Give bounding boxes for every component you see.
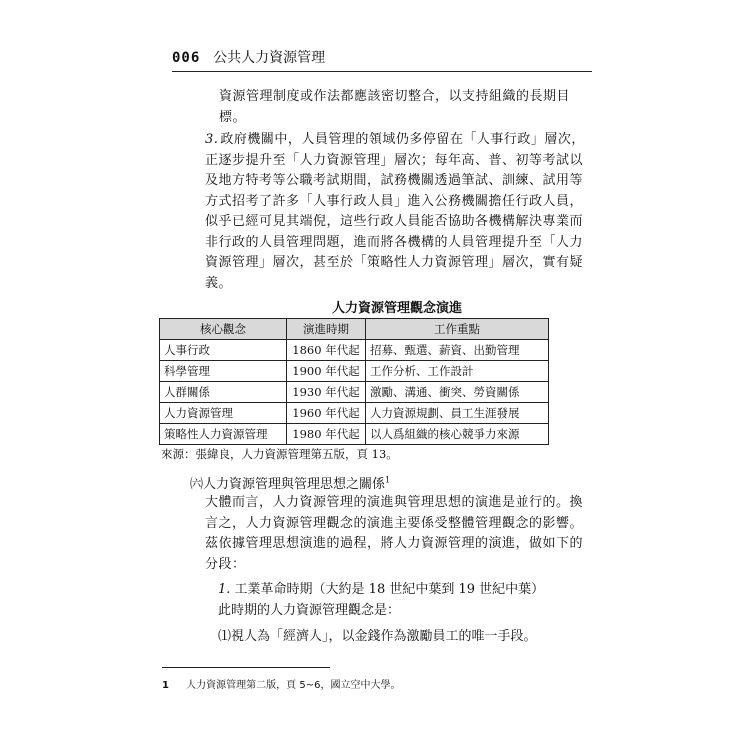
table-cell: 人力資源管理 <box>160 403 287 424</box>
section-heading-text: ㈥人力資源管理與管理思想之關係 <box>190 477 386 492</box>
table-cell: 人力資源規劃、員工生涯發展 <box>366 403 549 424</box>
table-cell: 1860 年代起 <box>287 340 366 361</box>
running-title: 公共人力資源管理 <box>213 50 326 66</box>
table-cell: 策略性人力資源管理 <box>160 424 287 445</box>
column-header: 演進時期 <box>287 319 366 340</box>
table-row <box>160 424 549 445</box>
list-item-text: 政府機關中，人員管理的領域仍多停留在「人事行政」層次，正逐步提升至「人力資源管理」層次；每年高、普、初等考試以及地方特考等公職考試期間，試務機關透過筆試、訓練、試用等方式招考了許多「人事行政人員」進入公務機關擔任行政人員，似乎已經可見其端倪，這些行政人員能否協助各機構解決專業而非行政的人員管理問題，進而將各機構的人員管理提升至「人力資源管理」層次，甚至於「策略性人力資源管理」層次，實有疑義。 <box>205 132 585 291</box>
table-caption: 人力資源管理觀念演進 <box>331 301 462 316</box>
column-header: 核心觀念 <box>160 319 287 340</box>
table-row <box>160 340 549 361</box>
table-row <box>160 403 549 424</box>
table-cell: 招募、甄選、薪資、出勤管理 <box>366 340 549 361</box>
table-cell: 以人爲組織的核心競爭力來源 <box>366 424 549 445</box>
table-header-row <box>160 319 549 340</box>
table-cell: 人群關係 <box>160 382 287 403</box>
sub-item-1-detail: 此時期的人力資源管理觀念是： <box>218 603 401 618</box>
column-header: 工作重點 <box>366 319 549 340</box>
section-paragraph: 大體而言，人力資源管理的演進與管理思想的演進是並行的。換言之，人力資源管理觀念的演進主要係受整體管理觀念的影響。茲依據管理思想演進的過程，將人力資源管理的演進，做如下的分段： <box>205 495 584 572</box>
table-cell: 人事行政 <box>160 340 287 361</box>
table-cell: 科學管理 <box>160 361 287 382</box>
list-item-number: 3. <box>205 132 219 147</box>
table-cell: 1980 年代起 <box>287 424 366 445</box>
footnote-divider <box>162 667 330 668</box>
table-cell: 1900 年代起 <box>287 361 366 382</box>
footnote-text: 人力資源管理第二版，頁 5~6，國立空中大學。 <box>186 680 401 691</box>
table-source-note: 來源：張緯良，人力資源管理第五版，頁 13。 <box>161 447 398 461</box>
table-cell: 激勵、溝通、衝突、勞資關係 <box>366 382 549 403</box>
sub-item-number: 1. <box>218 582 231 597</box>
footnote-reference: 1 <box>385 475 391 485</box>
table-row <box>160 361 549 382</box>
table-cell: 工作分析、工作設計 <box>366 361 549 382</box>
table-cell: 1930 年代起 <box>287 382 366 403</box>
section-heading <box>190 473 390 492</box>
sub-item-text: 工業革命時期（大約是 18 世紀中葉到 19 世紀中葉） <box>234 582 545 597</box>
concept-evolution-table <box>159 318 549 445</box>
table-cell: 1960 年代起 <box>287 403 366 424</box>
footnote-mark: 1 <box>162 680 169 691</box>
sub-item-1 <box>218 578 544 597</box>
sub-sub-item-1: ⑴視人為「經濟人」，以金錢作為激勵員工的唯一手段。 <box>218 629 537 644</box>
page-header <box>172 47 592 72</box>
paragraph-continuation: 資源管理制度或作法都應該密切整合，以支持組織的長期目標。 <box>219 89 571 125</box>
footnote <box>162 676 400 691</box>
page-number: 006 <box>172 50 201 66</box>
list-item-3 <box>205 130 589 294</box>
table-row <box>160 382 549 403</box>
